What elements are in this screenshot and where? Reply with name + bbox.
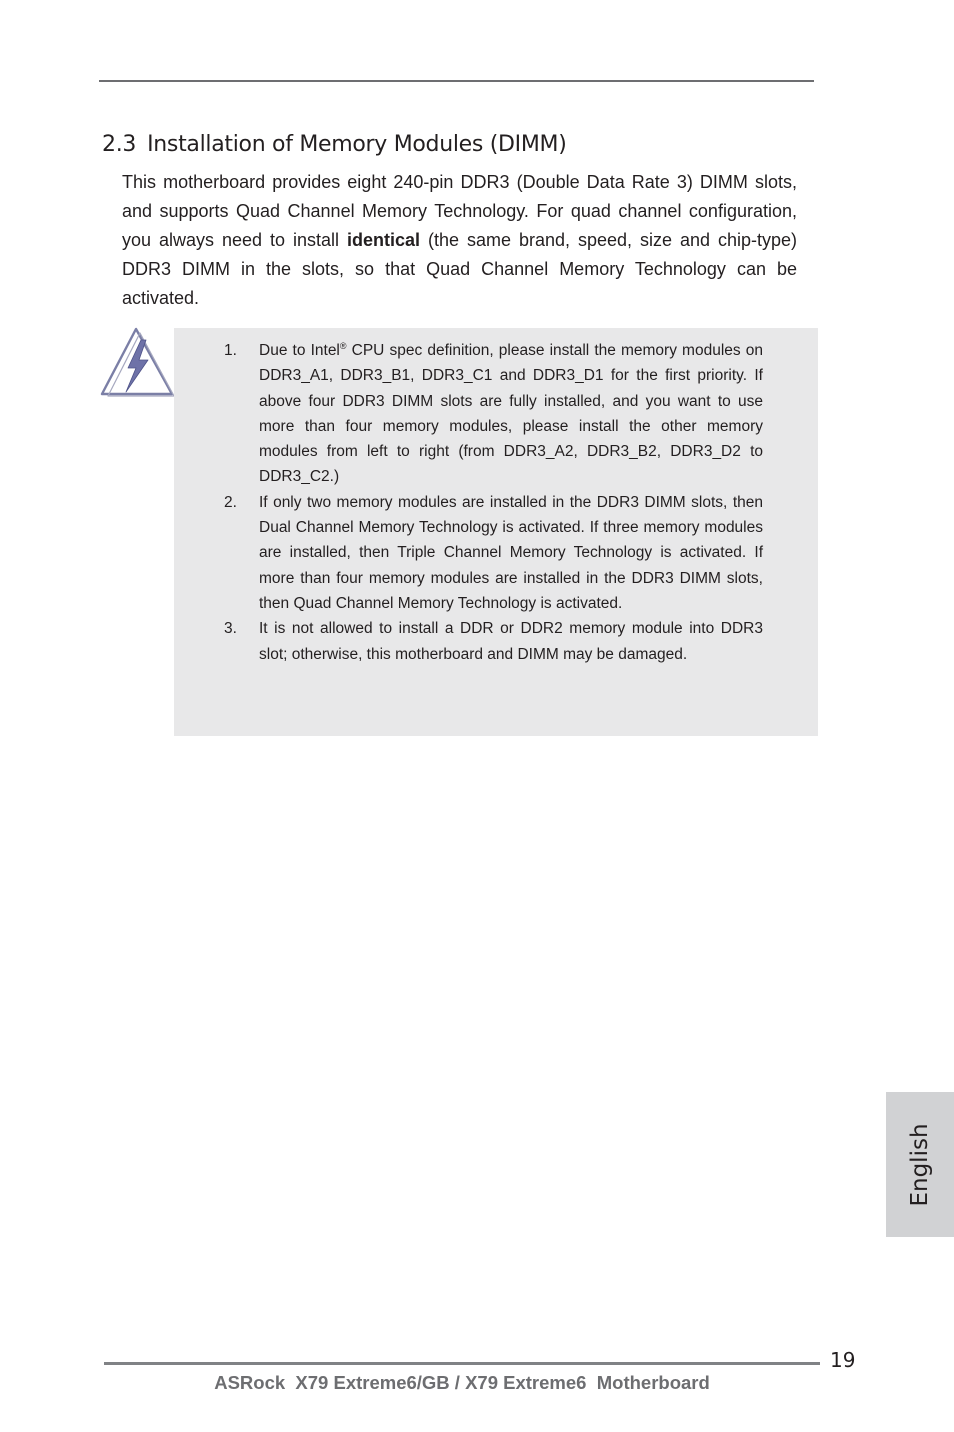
note-number: 1. bbox=[224, 342, 237, 359]
page-number: 19 bbox=[830, 1348, 856, 1372]
note-text: Due to Intel bbox=[259, 342, 340, 359]
notes-list bbox=[224, 338, 763, 667]
note-item-1 bbox=[224, 338, 763, 490]
note-text: It is not allowed to install a DDR or DDR2 memory module into DDR3 slot; otherwise, this motherboard and DIMM may be damaged. bbox=[259, 620, 763, 663]
note-text: CPU spec definition, please install the memory modules on DDR3_A1, DDR3_B1, DDR3_C1 and DDR3_D1 for the first priority. If above four DDR3 DIMM slots are fully installed, and you want to use more than four memory modules, please install the other memory modules from left to right (from DDR3_A2, DDR3_B2, DDR3_D2 to DDR3_C2.) bbox=[259, 342, 763, 486]
footer-rule bbox=[104, 1362, 820, 1365]
note-number: 2. bbox=[224, 493, 237, 511]
intro-text-start: This motherboard provides eight 240-pin DDR3 (Double Data Rate 3) DIMM slots, and supports Quad Channel Memory Technology. For quad channel configuration, you always need to install bbox=[122, 172, 797, 250]
note-number: 3. bbox=[224, 620, 237, 638]
section-heading bbox=[102, 132, 567, 157]
intro-emphasis: identical bbox=[346, 230, 421, 250]
registered-mark: ® bbox=[339, 341, 347, 351]
language-tab bbox=[886, 1092, 954, 1237]
intro-text-end: (the same brand, speed, size and chip-type) DDR3 DIMM in the slots, so that Quad Channel Memory Technology can be activated. bbox=[122, 230, 798, 308]
section-title: Installation of Memory Modules (DIMM) bbox=[147, 132, 567, 157]
footer-title: ASRock X79 Extreme6/GB / X79 Extreme6 Motherboard bbox=[214, 1372, 710, 1393]
section-number: 2.3 bbox=[102, 132, 137, 157]
header-rule bbox=[99, 80, 814, 82]
note-text: If only two memory modules are installed in the DDR3 DIMM slots, then Dual Channel Memory Technology is activated. If three memory modules are installed, then Triple Channel Memory Technology is activated. If more than four memory modules are installed in the DDR3 DIMM slots, then Quad Channel Memory Technology is activated. bbox=[259, 493, 763, 612]
language-tab-label: English bbox=[907, 1122, 933, 1207]
note-item-2 bbox=[224, 490, 763, 616]
warning-lightning-icon bbox=[100, 326, 176, 398]
notes-box bbox=[174, 328, 818, 736]
note-item-3 bbox=[224, 616, 763, 667]
intro-paragraph bbox=[122, 168, 797, 313]
